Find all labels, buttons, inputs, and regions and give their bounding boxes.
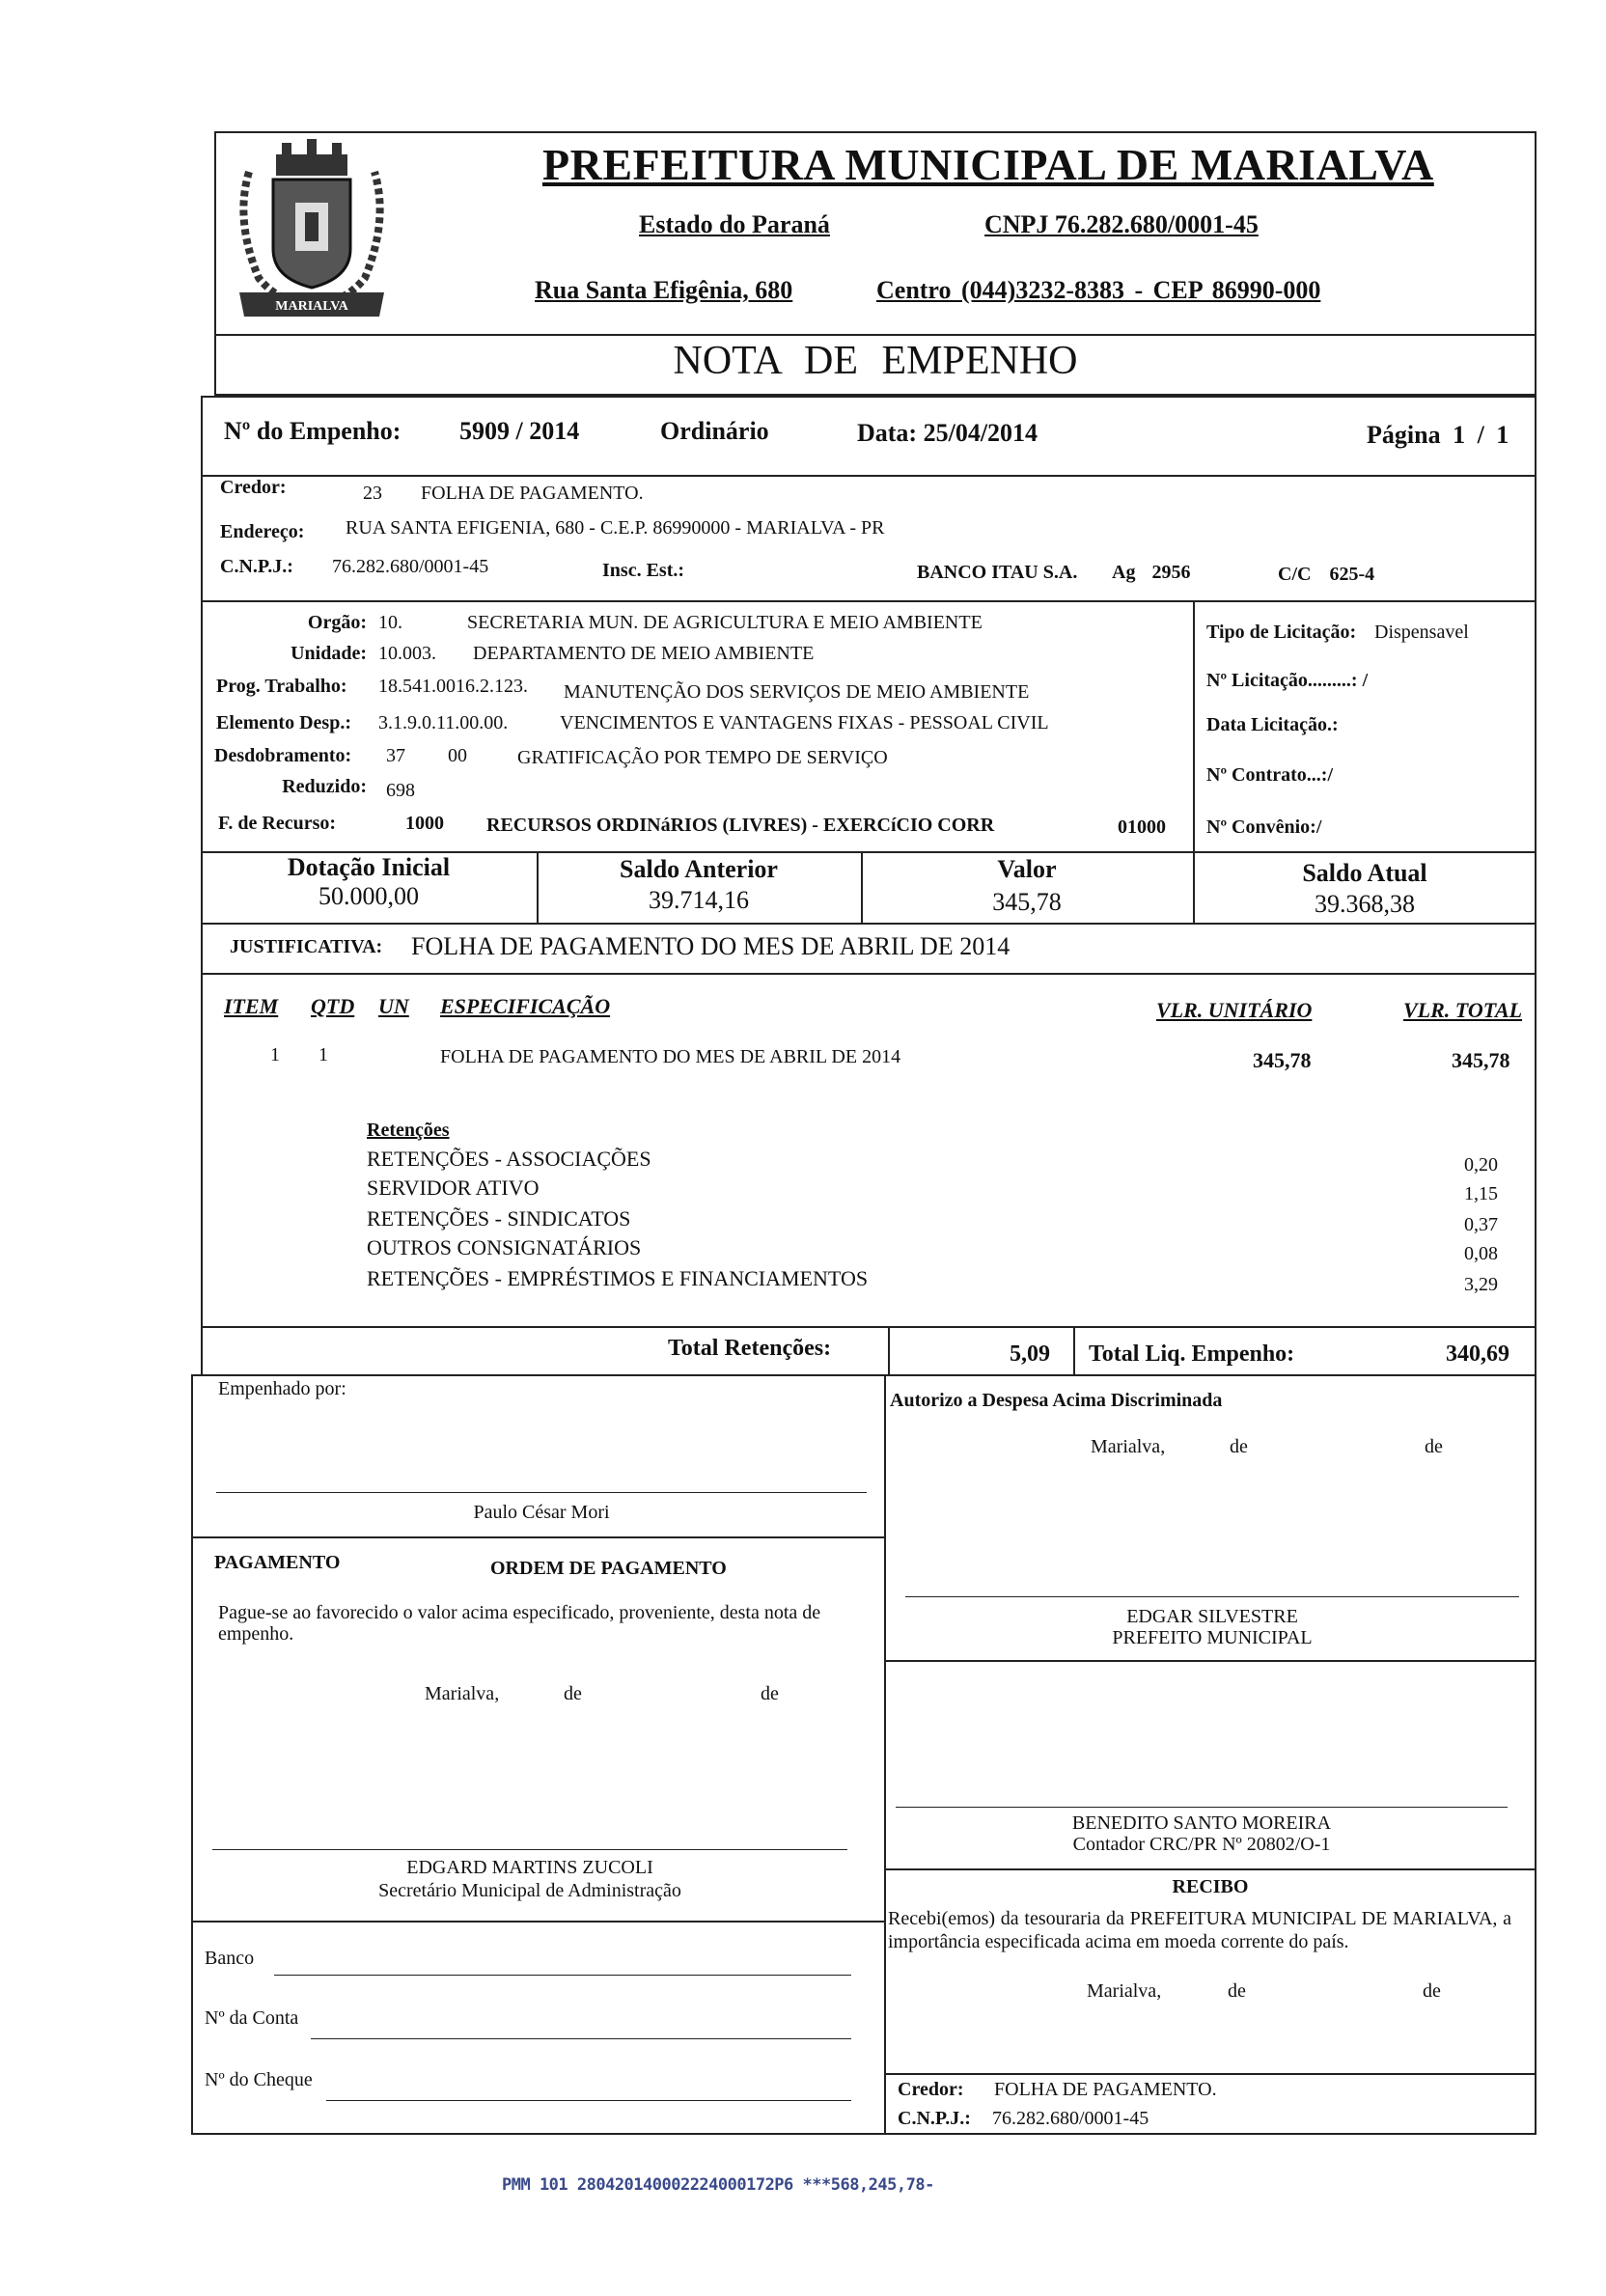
empenho-number-label: Nº do Empenho: — [224, 417, 402, 445]
header-address: Rua Santa Efigênia, 680 — [535, 276, 793, 304]
pagamento-marialva: Marialva, — [425, 1683, 500, 1704]
retencao-value-4: 0,08 — [1464, 1243, 1498, 1264]
saldo-atual-label: Saldo Atual — [1302, 859, 1427, 887]
prefeito-name: EDGAR SILVESTRE — [1126, 1606, 1298, 1627]
row-qtd: 1 — [318, 1044, 328, 1065]
totals-div1 — [888, 1326, 890, 1376]
ordem-pagamento-label: ORDEM DE PAGAMENTO — [490, 1558, 727, 1579]
pagamento-de-2: de — [761, 1683, 779, 1704]
bottom-credor-value: FOLHA DE PAGAMENTO. — [994, 2079, 1217, 2100]
justificativa-label: JUSTIFICATIVA: — [230, 936, 383, 957]
endereco-label: Endereço: — [220, 521, 305, 542]
num-licitacao: Nº Licitação.........: / — [1206, 670, 1369, 691]
contador-name: BENEDITO SANTO MOREIRA — [1071, 1812, 1332, 1834]
doc-title: NOTA DE EMPENHO — [673, 339, 1078, 383]
autorizo-bottom — [884, 1660, 1537, 1662]
credor-cnpj-label: C.N.P.J.: — [220, 556, 293, 577]
conta-line — [311, 2038, 851, 2039]
unidade-code: 10.003. — [378, 643, 436, 664]
prog-value: MANUTENÇÃO DOS SERVIÇOS DE MEIO AMBIENTE — [564, 681, 1030, 703]
autorizo-de-2: de — [1425, 1436, 1443, 1457]
col-qtd: QTD — [311, 994, 355, 1018]
banco-label: Banco — [205, 1948, 255, 1969]
recibo-de-1: de — [1228, 1980, 1246, 2002]
num-convenio: Nº Convênio:/ — [1206, 816, 1322, 838]
credor-code: 23 — [363, 483, 382, 504]
cheque-line — [326, 2100, 851, 2101]
secretario-title: Secretário Municipal de Administração — [378, 1880, 681, 1901]
secretario-name: EDGARD MARTINS ZUCOLI — [406, 1857, 653, 1878]
tipo-licitacao-label: Tipo de Licitação: — [1206, 622, 1357, 643]
desd-value: GRATIFICAÇÃO POR TEMPO DE SERVIÇO — [517, 747, 888, 768]
recurso-value: RECURSOS ORDINáRIOS (LIVRES) - EXERCíCIO CORR — [486, 815, 995, 836]
empenho-number: 5909 / 2014 — [459, 417, 580, 445]
row-especificacao: FOLHA DE PAGAMENTO DO MES DE ABRIL DE 2014 — [440, 1046, 901, 1067]
dotacao-divider — [1193, 600, 1195, 853]
empenho-date: Data: 25/04/2014 — [857, 419, 1038, 447]
col-especificacao: ESPECIFICAÇÃO — [440, 994, 611, 1018]
valor-label: Valor — [997, 855, 1057, 883]
saldo-anterior-value: 39.714,16 — [649, 886, 749, 914]
conta-label: Nº da Conta — [205, 2007, 299, 2029]
empenhado-sign-line — [216, 1492, 867, 1493]
header-cnpj: CNPJ 76.282.680/0001-45 — [984, 210, 1259, 238]
header-title: PREFEITURA MUNICIPAL DE MARIALVA — [542, 140, 1434, 189]
empenho-page: Página 1 / 1 — [1367, 421, 1509, 449]
retencoes-title: Retenções — [367, 1120, 450, 1141]
bottom-cnpj-label: C.N.P.J.: — [898, 2108, 971, 2129]
autorizo-marialva: Marialva, — [1091, 1436, 1166, 1457]
tipo-licitacao-value: Dispensavel — [1374, 622, 1469, 643]
orgao-value: SECRETARIA MUN. DE AGRICULTURA E MEIO AMBIENTE — [467, 612, 983, 633]
pagamento-bottom — [191, 1921, 884, 1923]
orgao-label: Orgão: — [307, 612, 367, 633]
recibo-bottom — [884, 2073, 1537, 2075]
col-un: UN — [378, 994, 409, 1018]
desd-code2: 00 — [448, 745, 467, 766]
row-item: 1 — [270, 1044, 280, 1065]
prefeito-title: PREFEITO MUNICIPAL — [1112, 1627, 1313, 1648]
prog-code: 18.541.0016.2.123. — [378, 676, 528, 697]
col-item: ITEM — [224, 994, 279, 1018]
recurso-label: F. de Recurso: — [218, 813, 337, 834]
header-district: Centro (044)3232-8383 - CEP 86990-000 — [876, 276, 1321, 304]
valor-value: 345,78 — [992, 888, 1062, 916]
col-vlr-unitario: VLR. UNITÁRIO — [1156, 998, 1313, 1022]
autorizo-de-1: de — [1230, 1436, 1248, 1457]
recibo-de-2: de — [1423, 1980, 1441, 2002]
empenhado-name: Paulo César Mori — [473, 1502, 610, 1523]
pagamento-de-1: de — [564, 1683, 582, 1704]
retencao-name-5: RETENÇÕES - EMPRÉSTIMOS E FINANCIAMENTOS — [367, 1266, 869, 1290]
banco-name: BANCO ITAU S.A. — [917, 562, 1078, 583]
empenho-type: Ordinário — [660, 417, 769, 445]
justificativa-text: FOLHA DE PAGAMENTO DO MES DE ABRIL DE 2014 — [411, 932, 1011, 960]
contador-sign-line — [896, 1807, 1508, 1808]
elem-value: VENCIMENTOS E VANTAGENS FIXAS - PESSOAL CIVIL — [560, 712, 1049, 733]
endereco-value: RUA SANTA EFIGENIA, 680 - C.E.P. 86990000 - MARIALVA - PR — [346, 517, 885, 539]
recurso-code2: 01000 — [1118, 816, 1166, 838]
footer-code: PMM 101 280420140002224000172P6 ***568,245,78- — [502, 2175, 934, 2195]
saldo-anterior-label: Saldo Anterior — [620, 855, 778, 883]
elem-code: 3.1.9.0.11.00.00. — [378, 712, 509, 733]
retencao-name-1: RETENÇÕES - ASSOCIAÇÕES — [367, 1147, 651, 1171]
dotacao-inicial-label: Dotação Inicial — [287, 853, 451, 881]
banco-cc: C/C 625-4 — [1278, 564, 1375, 585]
total-retencoes-label: Total Retenções: — [668, 1336, 832, 1361]
retencao-value-3: 0,37 — [1464, 1214, 1498, 1235]
reduzido-value: 698 — [386, 780, 415, 801]
dotacao-inicial-value: 50.000,00 — [318, 882, 419, 910]
total-liq-value: 340,69 — [1446, 1342, 1509, 1367]
credor-cnpj: 76.282.680/0001-45 — [332, 556, 489, 577]
credor-name: FOLHA DE PAGAMENTO. — [421, 483, 644, 504]
retencao-name-2: SERVIDOR ATIVO — [367, 1176, 540, 1200]
signature-area-box — [191, 1374, 1537, 2135]
retencao-value-1: 0,20 — [1464, 1154, 1498, 1176]
header-state: Estado do Paraná — [639, 210, 830, 238]
recibo-text: Recebi(emos) da tesouraria da PREFEITURA MUNICIPAL DE MARIALVA, a importância especificada acima em moeda corrente do país. — [888, 1908, 1511, 1952]
banco-line — [274, 1975, 851, 1976]
pague-text: Pague-se ao favorecido o valor acima especificado, proveniente, desta nota de empenho. — [218, 1602, 821, 1645]
totals-div2 — [1073, 1326, 1075, 1376]
retencao-value-5: 3,29 — [1464, 1274, 1498, 1295]
recibo-marialva: Marialva, — [1087, 1980, 1162, 2002]
saldo-atual-value: 39.368,38 — [1315, 890, 1415, 918]
data-licitacao: Data Licitação.: — [1206, 714, 1339, 735]
contador-bottom — [884, 1868, 1537, 1870]
retencao-value-2: 1,15 — [1464, 1183, 1498, 1204]
retencao-name-4: OUTROS CONSIGNATÁRIOS — [367, 1235, 642, 1259]
total-retencoes-value: 5,09 — [1010, 1342, 1050, 1367]
num-contrato: Nº Contrato...:/ — [1206, 764, 1334, 786]
prefeito-sign-line — [905, 1596, 1519, 1597]
contador-title: Contador CRC/PR Nº 20802/O-1 — [1072, 1834, 1331, 1855]
secretario-sign-line — [212, 1849, 847, 1850]
empenhado-bottom — [191, 1536, 884, 1538]
orgao-code: 10. — [378, 612, 402, 633]
insc-label: Insc. Est.: — [602, 560, 685, 581]
desd-code1: 37 — [386, 745, 405, 766]
unidade-label: Unidade: — [291, 643, 367, 664]
row-vlr-total: 345,78 — [1452, 1048, 1510, 1072]
signature-divider — [884, 1374, 886, 2135]
crest-label: MARIALVA — [275, 299, 348, 314]
pagamento-label: PAGAMENTO — [214, 1552, 341, 1573]
recibo-label: RECIBO — [1172, 1876, 1249, 1897]
city-crest — [220, 133, 403, 326]
row-vlr-unitario: 345,78 — [1253, 1048, 1312, 1072]
elem-label: Elemento Desp.: — [216, 712, 351, 733]
unidade-value: DEPARTAMENTO DE MEIO AMBIENTE — [473, 643, 815, 664]
retencao-name-3: RETENÇÕES - SINDICATOS — [367, 1206, 631, 1231]
banco-ag: Ag 2956 — [1112, 562, 1191, 583]
col-vlr-total: VLR. TOTAL — [1403, 998, 1523, 1022]
autorizo-label: Autorizo a Despesa Acima Discriminada — [890, 1390, 1223, 1411]
bottom-credor-label: Credor: — [898, 2079, 964, 2100]
credor-label: Credor: — [220, 477, 287, 498]
totals-box — [201, 1326, 1537, 1376]
bottom-cnpj-value: 76.282.680/0001-45 — [992, 2108, 1149, 2129]
cheque-label: Nº do Cheque — [205, 2069, 313, 2090]
recurso-code: 1000 — [405, 813, 444, 834]
empenhado-label: Empenhado por: — [218, 1378, 346, 1399]
desd-label: Desdobramento: — [214, 745, 352, 766]
reduzido-label: Reduzido: — [282, 776, 367, 797]
prog-label: Prog. Trabalho: — [216, 676, 347, 697]
total-liq-label: Total Liq. Empenho: — [1089, 1342, 1295, 1367]
